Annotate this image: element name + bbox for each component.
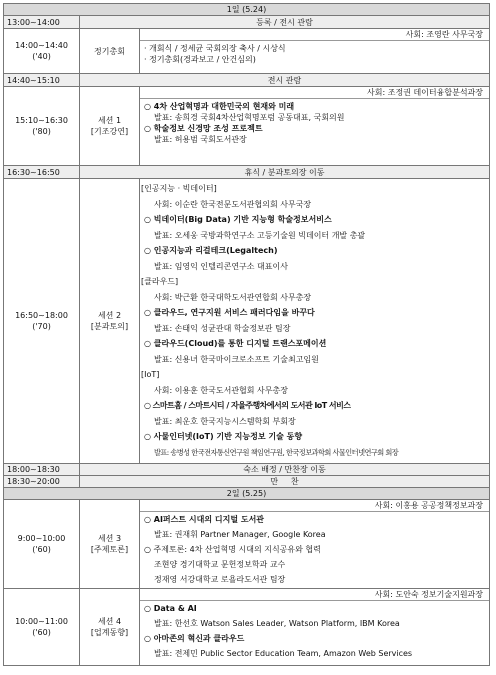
dinner-label: 만 찬 (80, 476, 490, 488)
day1-header: 1일 (5.24) (4, 4, 490, 16)
track-ai-bigdata-moderator: 사회: 이순란 한국전문도서관협의회 사무국장 (154, 199, 312, 209)
session1-time: 15:10~16:30 (15, 116, 68, 125)
break-time: 16:30~16:50 (4, 166, 80, 179)
session1-presenter: 발표: 송희경 국회4차산업혁명포럼 공동대표, 국회의원 (154, 113, 345, 122)
track-presenter: 발표: 오세웅 국방과학연구소 고등기술원 빅데이터 개발 총괄 (154, 230, 366, 240)
day1-header-row (4, 4, 490, 16)
track-talk-title: ○ 빅데이터(Big Data) 기반 지능형 학술정보서비스 (144, 215, 332, 224)
day2-header: 2일 (5.25) (4, 488, 490, 500)
session4-type: [업계동향] (90, 628, 129, 637)
track-cloud-heading: [클라우드] (141, 277, 179, 286)
session1-number: 세션 1 (97, 116, 122, 125)
session3-panelist: 조현양 경기대학교 문헌정보학과 교수 (154, 560, 286, 569)
registration-row (4, 16, 490, 29)
session3-moderator: 사회: 이홍용 공공정책정보과장 (140, 500, 489, 512)
program-schedule-table (3, 3, 490, 666)
session3-title (80, 500, 140, 589)
exhibition-time: 14:40~15:10 (4, 74, 80, 87)
session2-number: 세션 2 (97, 311, 122, 320)
general-meeting-row (4, 29, 490, 74)
schedule-sheet (3, 3, 489, 666)
session4-talk-title: ○ 아마존의 혁신과 클라우드 (144, 634, 245, 643)
track-talk-title: ○ 인공지능과 리걸테크(Legaltech) (144, 246, 278, 255)
track-talk-title: ○ 클라우드, 연구지원 서비스 패러다임을 바꾸다 (144, 308, 315, 317)
track-talk-title: ○ 스마트홈 / 스마트시티 / 자율주행차에서의 도서관 IoT 서비스 (144, 401, 351, 410)
track-ai-bigdata-heading: [인공지능 · 빅데이터] (141, 184, 217, 193)
session2-timeslot (4, 179, 80, 464)
general-meeting-moderator: 사회: 조영란 사무국장 (140, 29, 489, 41)
exhibition-row (4, 74, 490, 87)
session1-talk-title: ○ 4차 산업혁명과 대한민국의 현재와 미래 (144, 102, 295, 111)
session2-type: [분과토의] (90, 322, 129, 331)
session1-timeslot (4, 87, 80, 166)
track-presenter: 발표: 신용녀 한국마이크로소프트 기술최고임원 (154, 354, 319, 364)
general-meeting-time: 14:00~14:40 (15, 41, 68, 50)
registration-label: 등록 / 전시 관람 (80, 16, 490, 29)
break-row (4, 166, 490, 179)
session1-moderator: 사회: 조정권 데이터융합분석과장 (140, 87, 489, 99)
session4-number: 세션 4 (97, 617, 122, 626)
session2-title (80, 179, 140, 464)
session3-talk-title: ○ 주제토론: 4차 산업혁명 시대의 지식공유와 협력 (144, 545, 321, 554)
session4-duration: ('60) (32, 628, 51, 637)
break-label: 휴식 / 분과토의장 이동 (80, 166, 490, 179)
session1-title (80, 87, 140, 166)
track-iot-moderator: 사회: 이용훈 한국도서관협회 사무총장 (154, 385, 288, 395)
track-talk-title: ○ 클라우드(Cloud)를 통한 디지털 트랜스포메이션 (144, 339, 327, 348)
session2-row (4, 179, 490, 464)
session4-presenter: 발표: 한선호 Watson Sales Leader, Watson Platform, IBM Korea (154, 619, 400, 628)
day2-header-row (4, 488, 490, 500)
general-meeting-content (140, 29, 490, 74)
track-presenter: 발표: 최운호 한국지능시스템학회 부회장 (154, 416, 296, 426)
session2-time: 16:50~18:00 (15, 311, 68, 320)
transfer-time: 18:00~18:30 (4, 464, 80, 476)
session4-presenter: 발표: 전제민 Public Sector Education Team, Amazon Web Services (154, 649, 413, 658)
session1-type: [기조강연] (90, 127, 129, 136)
track-presenter: 발표: 송병성 한국전자통신연구원 책임연구원, 한국정보과학회 사물인터넷연구회 회장 (154, 447, 399, 457)
session3-duration: ('60) (32, 545, 51, 554)
session3-timeslot (4, 500, 80, 589)
session3-number: 세션 3 (97, 534, 122, 543)
session4-time: 10:00~11:00 (15, 617, 68, 626)
session4-title (80, 589, 140, 666)
general-meeting-item: · 정기총회(경과보고 / 안건심의) (144, 55, 256, 64)
session3-presenter: 발표: 권재휘 Partner Manager, Google Korea (154, 530, 326, 539)
session4-row (4, 589, 490, 666)
session3-talk-title: ○ AI퍼스트 시대의 디지털 도서관 (144, 515, 265, 524)
exhibition-label: 전시 관람 (80, 74, 490, 87)
dinner-time: 18:30~20:00 (4, 476, 80, 488)
transfer-row (4, 464, 490, 476)
session2-duration: ('70) (32, 322, 51, 331)
session3-type: [주제토론] (90, 545, 129, 554)
session4-moderator: 사회: 도안숙 정보기술지원과장 (140, 589, 489, 601)
general-meeting-duration: ('40) (32, 52, 51, 61)
track-presenter: 발표: 손태익 성균관대 학술정보관 팀장 (154, 323, 291, 333)
session1-duration: ('80) (32, 127, 51, 136)
transfer-label: 숙소 배정 / 만찬장 이동 (80, 464, 490, 476)
general-meeting-title: 정기총회 (80, 29, 140, 74)
general-meeting-item: · 개회식 / 정세균 국회의장 축사 / 시상식 (144, 44, 286, 53)
track-cloud-moderator: 사회: 박근환 한국대학도서관연합회 사무총장 (154, 292, 312, 302)
session3-content (140, 500, 490, 589)
session3-row (4, 500, 490, 589)
session3-time: 9:00~10:00 (17, 534, 66, 543)
session1-content (140, 87, 490, 166)
session1-talk-title: ○ 학술정보 신경망 조성 프로젝트 (144, 124, 263, 133)
session4-content (140, 589, 490, 666)
dinner-row (4, 476, 490, 488)
session4-timeslot (4, 589, 80, 666)
session3-panelist: 정재영 서강대학교 로욜라도서관 팀장 (154, 575, 286, 584)
registration-time: 13:00~14:00 (4, 16, 80, 29)
general-meeting-timeslot (4, 29, 80, 74)
session1-row (4, 87, 490, 166)
track-iot-heading: [IoT] (141, 370, 160, 379)
track-talk-title: ○ 사물인터넷(IoT) 기반 지능정보 기술 동향 (144, 432, 303, 441)
track-presenter: 발표: 임영익 인텔리콘연구소 대표이사 (154, 261, 288, 271)
session1-presenter: 발표: 허용범 국회도서관장 (154, 135, 247, 144)
session4-talk-title: ○ Data & AI (144, 604, 197, 613)
session2-content (140, 179, 490, 464)
